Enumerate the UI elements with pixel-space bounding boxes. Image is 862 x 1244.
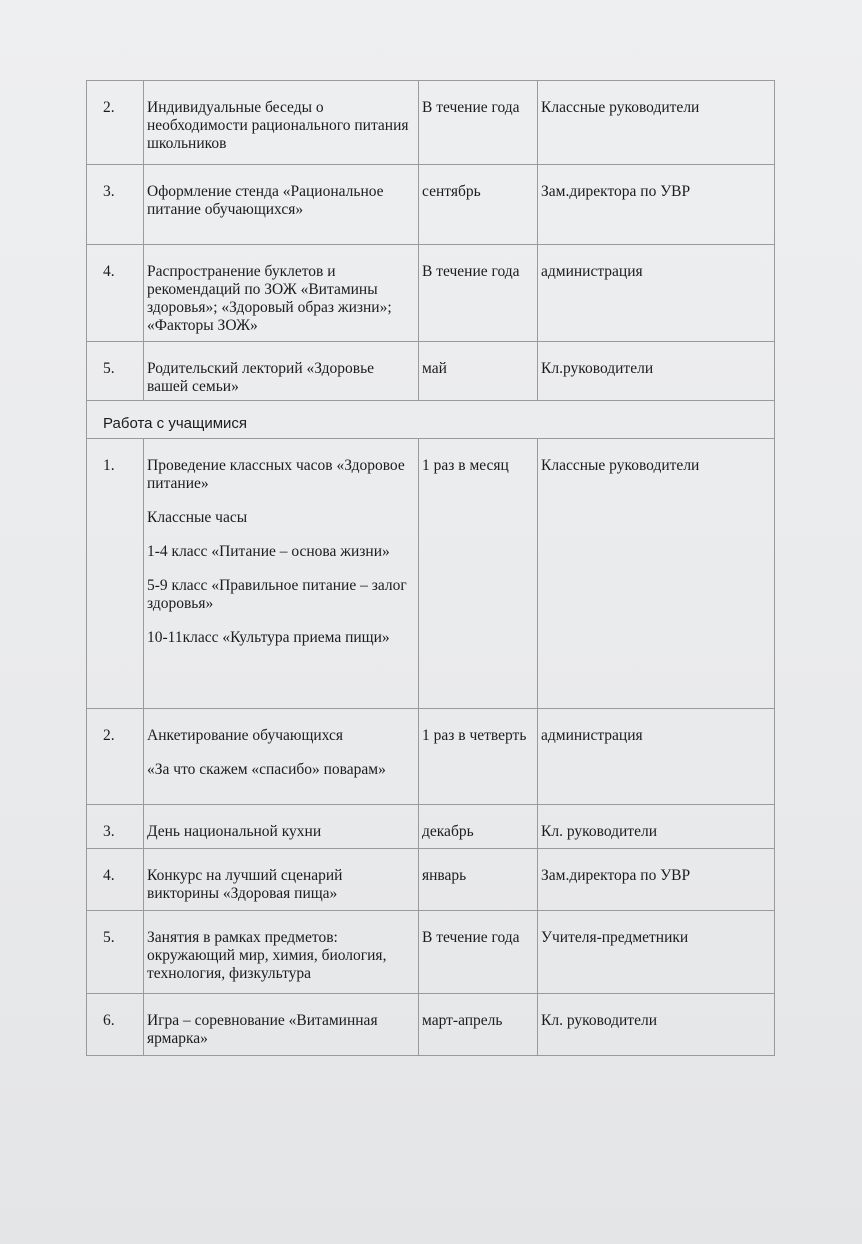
row-number: 3.	[87, 805, 144, 849]
timing-cell: декабрь	[419, 805, 538, 849]
event-cell: Распространение буклетов и рекомендаций по ЗОЖ «Витамины здоровья»; «Здоровый образ жизни»; «Факторы ЗОЖ»	[144, 245, 419, 342]
timing-cell: В течение года	[419, 245, 538, 342]
event-cell	[144, 709, 419, 805]
events-table	[86, 80, 775, 1056]
responsible-cell: Кл. руководители	[538, 805, 775, 849]
table-row	[87, 911, 775, 994]
row-number: 6.	[87, 994, 144, 1056]
timing-cell: 1 раз в месяц	[419, 439, 538, 709]
row-number: 2.	[87, 81, 144, 165]
responsible-cell: Зам.директора по УВР	[538, 849, 775, 911]
row-number: 3.	[87, 165, 144, 245]
responsible-cell: Классные руководители	[538, 439, 775, 709]
event-text: 1-4 класс «Питание – основа жизни»	[147, 543, 390, 560]
row-number: 1.	[87, 439, 144, 709]
timing-cell: май	[419, 342, 538, 401]
event-text: «За что скажем «спасибо» поварам»	[147, 761, 386, 778]
document-page	[86, 80, 774, 1056]
section-row	[87, 401, 775, 439]
event-text: Проведение классных часов «Здоровое питание»	[147, 457, 405, 492]
responsible-cell: Классные руководители	[538, 81, 775, 165]
row-number: 4.	[87, 245, 144, 342]
event-cell	[144, 439, 419, 709]
event-cell: День национальной кухни	[144, 805, 419, 849]
table-row	[87, 439, 775, 709]
event-cell: Игра – соревнование «Витаминная ярмарка»	[144, 994, 419, 1056]
event-text: Классные часы	[147, 509, 248, 526]
event-text: Анкетирование обучающихся	[147, 727, 344, 744]
table-row	[87, 994, 775, 1056]
section-title: Работа с учащимися	[87, 401, 775, 439]
table-row	[87, 805, 775, 849]
responsible-cell: Зам.директора по УВР	[538, 165, 775, 245]
event-cell: Родительский лекторий «Здоровье вашей семьи»	[144, 342, 419, 401]
table-row	[87, 165, 775, 245]
table-row	[87, 81, 775, 165]
timing-cell: В течение года	[419, 81, 538, 165]
responsible-cell: Кл. руководители	[538, 994, 775, 1056]
row-number: 5.	[87, 342, 144, 401]
event-text: 10-11класс «Культура приема пищи»	[147, 629, 390, 646]
table-row	[87, 245, 775, 342]
table-row	[87, 709, 775, 805]
responsible-cell: администрация	[538, 245, 775, 342]
event-cell: Занятия в рамках предметов: окружающий мир, химия, биология, технология, физкультура	[144, 911, 419, 994]
timing-cell: 1 раз в четверть	[419, 709, 538, 805]
responsible-cell: Кл.руководители	[538, 342, 775, 401]
table-row	[87, 342, 775, 401]
event-cell: Конкурс на лучший сценарий викторины «Здоровая пища»	[144, 849, 419, 911]
timing-cell: январь	[419, 849, 538, 911]
row-number: 2.	[87, 709, 144, 805]
row-number: 5.	[87, 911, 144, 994]
table-row	[87, 849, 775, 911]
responsible-cell: администрация	[538, 709, 775, 805]
timing-cell: март-апрель	[419, 994, 538, 1056]
responsible-cell: Учителя-предметники	[538, 911, 775, 994]
event-cell: Оформление стенда «Рациональное питание обучающихся»	[144, 165, 419, 245]
event-cell: Индивидуальные беседы о необходимости рационального питания школьников	[144, 81, 419, 165]
event-text: 5-9 класс «Правильное питание – залог здоровья»	[147, 577, 407, 612]
timing-cell: В течение года	[419, 911, 538, 994]
timing-cell: сентябрь	[419, 165, 538, 245]
row-number: 4.	[87, 849, 144, 911]
